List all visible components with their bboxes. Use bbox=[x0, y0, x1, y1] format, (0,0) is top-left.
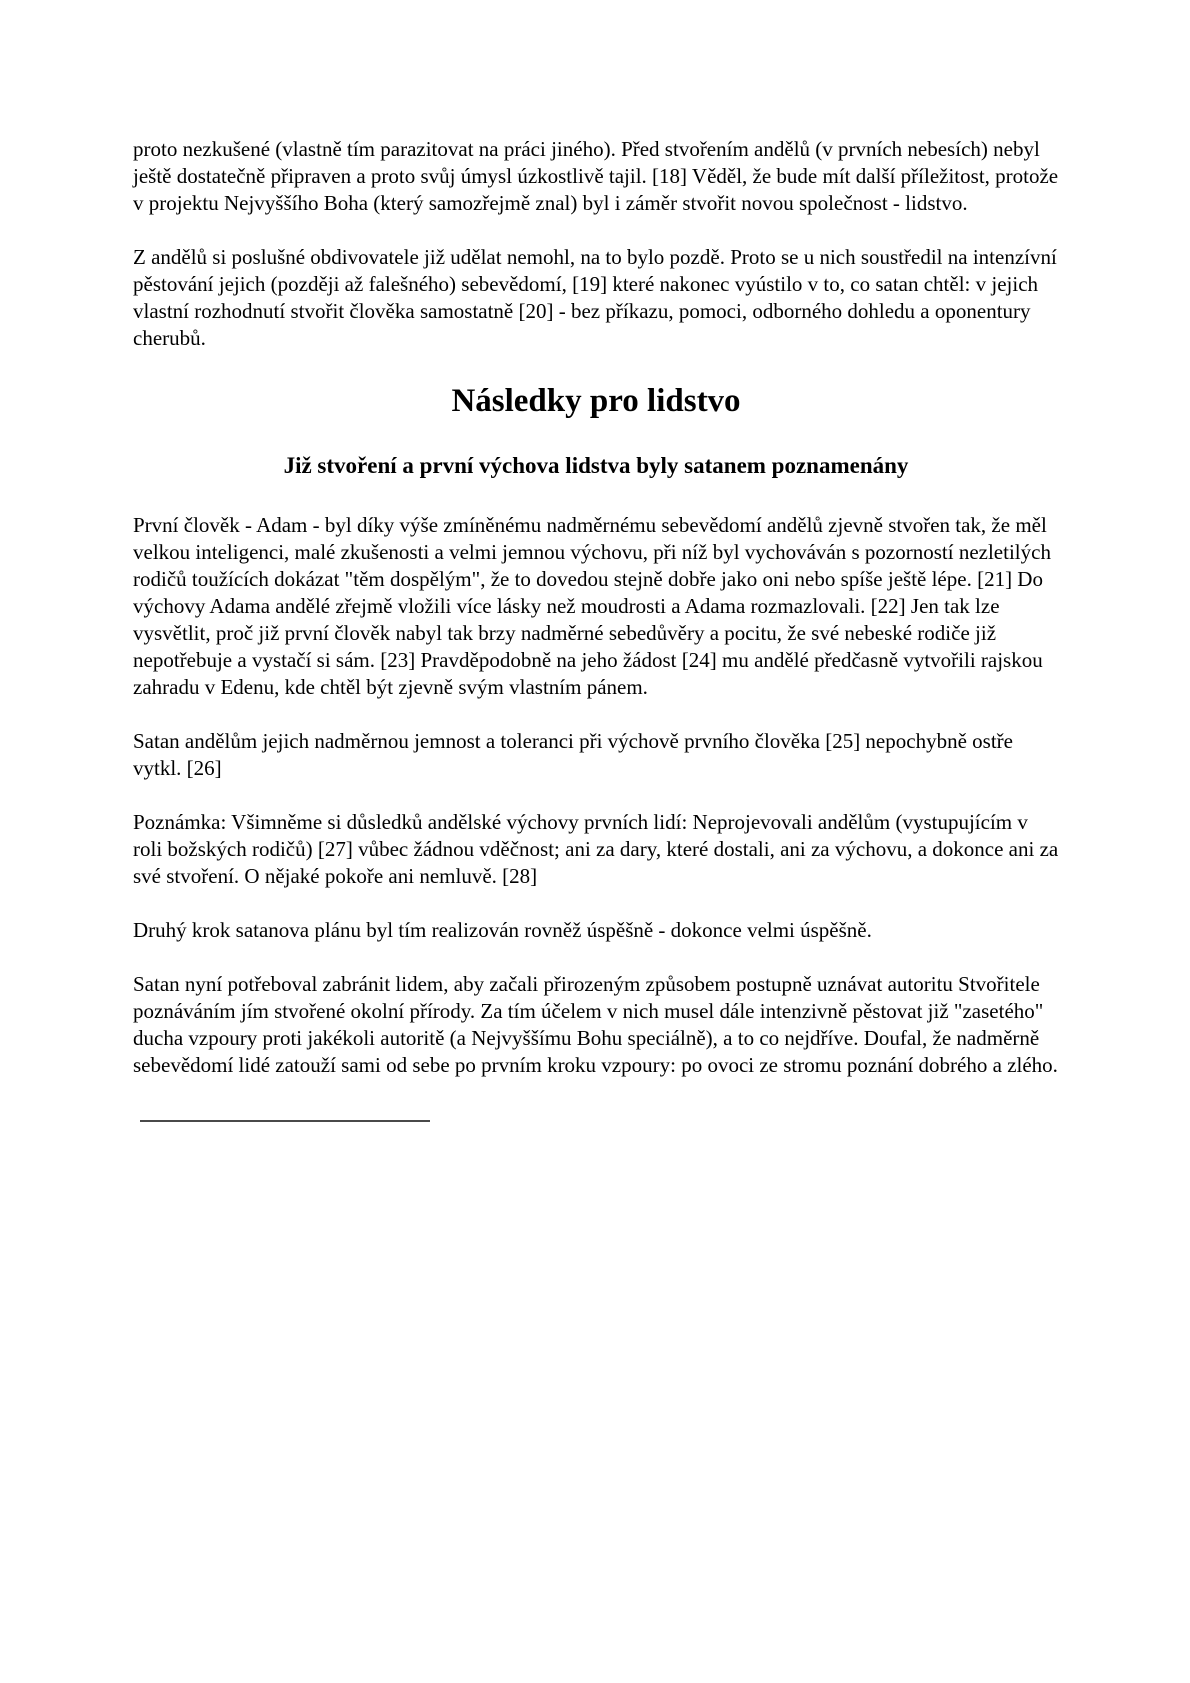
text-column bbox=[133, 136, 1059, 1122]
paragraph: Druhý krok satanova plánu byl tím realizován rovněž úspěšně - dokonce velmi úspěšně. bbox=[133, 918, 872, 942]
sub-heading: Již stvoření a první výchova lidstva byly satanem poznamenány bbox=[283, 453, 909, 478]
paragraph: Poznámka: Všimněme si důsledků andělské výchovy prvních lidí: Neprojevovali andělům (vystupujícím v roli božských rodičů) [27] vůbec žádnou vděčnost; ani za dary, které dostali, ani za výchovu, a dokonce ani za své stvoření. O nějaké pokoře ani nemluvě. [28] bbox=[133, 810, 1059, 888]
footnote-separator bbox=[140, 1120, 430, 1122]
paragraph: Satan andělům jejich nadměrnou jemnost a toleranci při výchově prvního člověka [25] nepochybně ostře vytkl. [26] bbox=[133, 729, 1013, 780]
paragraph: Satan nyní potřeboval zabránit lidem, aby začali přirozeným způsobem postupně uznávat autoritu Stvořitele poznáváním jím stvořené okolní přírody. Za tím účelem v nich musel dále intenzivně pěstovat již "zasetého" ducha vzpoury proti jakékoli autoritě (a Nejvyššímu Bohu speciálně), a to co nejdříve. Doufal, že nadměrně sebevědomí lidé zatouží sami od sebe po prvním kroku vzpoury: po ovoci ze stromu poznání dobrého a zlého. bbox=[133, 972, 1058, 1077]
paragraph: První člověk - Adam - byl díky výše zmíněnému nadměrnému sebevědomí andělů zjevně stvořen tak, že měl velkou inteligenci, malé zkušenosti a velmi jemnou výchovu, při níž byl vychováván s pozorností nezletilých rodičů toužících dokázat "těm dospělým", že to dovedou stejně dobře jako oni nebo spíše ještě lépe. [21] Do výchovy Adama andělé zřejmě vložili více lásky než moudrosti a Adama rozmazlovali. [22] Jen tak lze vysvětlit, proč již první člověk nabyl tak brzy nadměrné sebedůvěry a pocitu, že své nebeské rodiče již nepotřebuje a vystačí si sám. [23] Pravděpodobně na jeho žádost [24] mu andělé předčasně vytvořili rajskou zahradu v Edenu, kde chtěl být zjevně svým vlastním pánem. bbox=[133, 513, 1051, 699]
section-heading: Následky pro lidstvo bbox=[451, 383, 741, 419]
paragraph: Z andělů si poslušné obdivovatele již udělat nemohl, na to bylo pozdě. Proto se u nich soustředil na intenzívní pěstování jejich (později až falešného) sebevědomí, [19] které nakonec vyústilo v to, co satan chtěl: v jejich vlastní rozhodnutí stvořit člověka samostatně [20] - bez příkazu, pomoci, odborného dohledu a oponentury cherubů. bbox=[133, 245, 1057, 350]
paragraph: proto nezkušené (vlastně tím parazitovat na práci jiného). Před stvořením andělů (v prvních nebesích) nebyl ještě dostatečně připraven a proto svůj úmysl úzkostlivě tajil. [18] Věděl, že bude mít další příležitost, protože v projektu Nejvyššího Boha (který samozřejmě znal) byl i záměr stvořit novou společnost - lidstvo. bbox=[133, 137, 1059, 215]
